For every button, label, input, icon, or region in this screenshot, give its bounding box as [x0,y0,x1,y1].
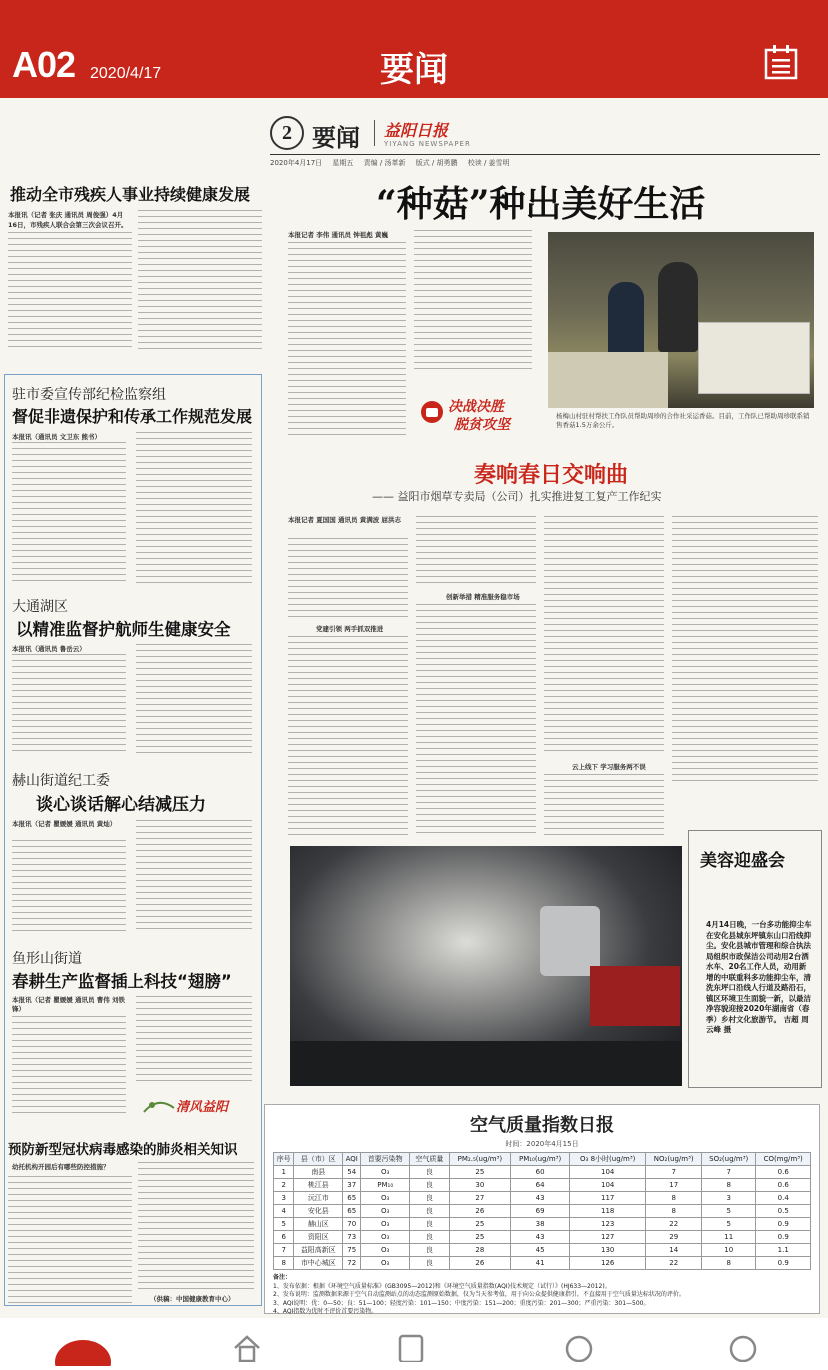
aqi-cell: 54 [343,1166,361,1179]
yushan-kicker: 鱼形山街道 [12,951,82,967]
heshan-body-2 [136,820,252,934]
covid-body-1 [8,1176,132,1304]
aqi-cell: 37 [343,1179,361,1192]
disabled-article-title: 推动全市残疾人事业持续健康发展 [10,185,251,204]
disabled-article-body [8,232,132,350]
yushan-body-2 [136,996,252,1086]
aqi-cell: 10 [701,1244,755,1257]
aqi-cell: 6 [274,1231,294,1244]
aqi-cell: 8 [274,1257,294,1270]
aqi-cell: 0.5 [756,1205,811,1218]
tobacco-body-7 [672,516,818,786]
datong-body-2 [136,644,252,754]
aqi-row [274,1257,811,1270]
aqi-cell: 0.9 [756,1218,811,1231]
aqi-cell: 0.9 [756,1257,811,1270]
masthead-meta [270,154,820,168]
aqi-cell: 5 [701,1205,755,1218]
fist-icon [420,400,444,424]
aqi-cell: O₃ [361,1166,410,1179]
aqi-cell: 0.9 [756,1231,811,1244]
aqi-cell: O₃ [361,1257,410,1270]
aqi-cell: 104 [569,1179,646,1192]
datong-title: 以精准监督护航师生健康安全 [16,620,231,639]
aqi-cell: 11 [701,1231,755,1244]
aqi-cell: O₃ [361,1244,410,1257]
aqi-cell: 1 [274,1166,294,1179]
aqi-cell: PM₁₀ [361,1179,410,1192]
aqi-header-cell: 序号 [274,1153,294,1166]
app-logo-icon[interactable] [54,1332,112,1362]
discipline-body-2 [136,432,252,584]
aqi-cell: 65 [343,1192,361,1205]
tobacco-byline: 本报记者 夏国国 通讯员 黄满波 屈洪志 [288,516,402,524]
aqi-cell: 0.4 [756,1192,811,1205]
aqi-row [274,1166,811,1179]
aqi-cell: 5 [701,1218,755,1231]
aqi-cell: 22 [646,1257,702,1270]
section-title: 要闻 [380,50,448,90]
aqi-header-cell: 首要污染物 [361,1153,410,1166]
aqi-cell: 8 [701,1179,755,1192]
aqi-cell: 8 [701,1257,755,1270]
meta-editor: 责编 / 汤革新 [363,159,406,167]
aqi-cell: 43 [511,1192,570,1205]
aqi-header-cell: CO(mg/m³) [756,1153,811,1166]
aqi-cell: 75 [343,1244,361,1257]
aqi-header-cell: AQI [343,1153,361,1166]
yushan-byline: 本报讯（记者 瞿媛媛 通讯员 曹伟 刘铁锋） [12,996,126,1013]
aqi-row [274,1179,811,1192]
aqi-cell: O₃ [361,1218,410,1231]
tobacco-body-6 [544,774,664,838]
aqi-cell: 7 [274,1244,294,1257]
aqi-cell: 72 [343,1257,361,1270]
aqi-cell: 良 [410,1231,449,1244]
aqi-cell: 73 [343,1231,361,1244]
aqi-cell: 益阳高新区 [294,1244,343,1257]
tobacco-subheading-2: 创新举措 精准服务稳市场 [446,593,520,601]
tobacco-title: 奏响春日交响曲 [474,463,629,488]
aqi-cell: 安化县 [294,1205,343,1218]
heshan-kicker: 赫山街道纪工委 [12,773,110,789]
aqi-cell: 60 [511,1166,570,1179]
aqi-cell: 38 [511,1218,570,1231]
home-icon[interactable] [232,1332,262,1362]
mushroom-title: “种菇”种出美好生活 [376,183,706,225]
aqi-cell: 市中心城区 [294,1257,343,1270]
aqi-cell: 25 [449,1218,511,1231]
discipline-byline: 本报讯（通讯员 文卫东 熊书） [12,433,102,441]
aqi-cell: 43 [511,1231,570,1244]
aqi-cell: 桃江县 [294,1179,343,1192]
aqi-header-cell: 县（市）区 [294,1153,343,1166]
aqi-cell: 0.6 [756,1179,811,1192]
aqi-row [274,1192,811,1205]
heshan-byline: 本报讯（记者 瞿媛媛 通讯员 黄灿） [12,820,117,828]
aqi-cell: 2 [274,1179,294,1192]
aqi-note-label: 备注： [273,1274,292,1281]
aqi-cell: 26 [449,1257,511,1270]
aqi-cell: 30 [449,1179,511,1192]
aqi-cell: 3 [701,1192,755,1205]
tobacco-subheading-1: 党建引领 两手抓双推进 [316,625,384,633]
aqi-note: 2、发布说明：监测数据来源于空气自动监测站点的动态监测原始数据，仅为当天参考值，用于向公众提供健康指引，不直接用于空气质量达标状况的评价。 [273,1291,685,1298]
issue-date: 2020/4/17 [90,65,162,82]
aqi-header-cell: NO₂(ug/m³) [646,1153,702,1166]
aqi-header-cell: SO₂(ug/m³) [701,1153,755,1166]
aqi-cell: 8 [646,1192,702,1205]
aqi-cell: 良 [410,1179,449,1192]
aqi-cell: 良 [410,1218,449,1231]
meta-layout: 版式 / 胡勇鹏 [415,159,458,167]
aqi-cell: 130 [569,1244,646,1257]
aqi-cell: 0.6 [756,1166,811,1179]
datong-byline: 本报讯（通讯员 鲁岳云） [12,645,86,653]
aqi-cell: 4 [274,1205,294,1218]
aqi-note: 1、发布依据：根据《环境空气质量标准》(GB3095—2012)和《环境空气质量指数(AQI)技术规定（试行）》(HJ633—2012)。 [273,1282,611,1290]
aqi-cell: 64 [511,1179,570,1192]
aqi-cell: 赫山区 [294,1218,343,1231]
list-icon[interactable] [764,44,798,80]
aqi-title: 空气质量指数日报 [470,1115,614,1136]
paper-logo-en: YIYANG NEWSPAPER [384,140,471,148]
tobacco-subheading-3: 云上线下 学习服务两不误 [572,763,646,771]
aqi-cell: 118 [569,1205,646,1218]
aqi-cell: 良 [410,1257,449,1270]
aqi-cell: O₃ [361,1205,410,1218]
meta-proof: 校读 / 姜雪明 [467,159,510,167]
aqi-header-cell: O₃ 8小时(ug/m³) [569,1153,646,1166]
covid-body-2 [138,1162,254,1290]
aqi-cell: 27 [449,1192,511,1205]
datong-kicker: 大通湖区 [12,599,68,615]
aqi-cell: 7 [646,1166,702,1179]
aqi-cell: 104 [569,1166,646,1179]
discipline-body-1 [12,442,126,584]
document-icon[interactable] [396,1332,426,1362]
aqi-cell: 良 [410,1205,449,1218]
aqi-cell: O₃ [361,1192,410,1205]
aqi-cell: 65 [343,1205,361,1218]
covid-title: 预防新型冠状病毒感染的肺炎相关知识 [8,1142,238,1158]
heshan-title: 谈心谈话解心结减压力 [36,795,206,815]
covid-question: 幼托机构开园后有哪些防控措施？ [12,1163,110,1171]
paper-logo: 益阳日报 [384,121,449,140]
mushroom-body-2 [414,230,532,370]
aqi-cell: 127 [569,1231,646,1244]
meta-weekday: 星期五 [332,159,354,167]
tobacco-body-2 [288,636,408,838]
aqi-cell: 45 [511,1244,570,1257]
aqi-cell: 17 [646,1179,702,1192]
aqi-header-row [274,1153,811,1166]
dust-truck-photo [290,846,682,1086]
aqi-cell: 14 [646,1244,702,1257]
badge-line2: 脱贫攻坚 [454,417,510,433]
aqi-cell: 沅江市 [294,1192,343,1205]
help-icon[interactable] [728,1332,758,1362]
aqi-cell: 良 [410,1166,449,1179]
mushroom-body-1 [288,242,406,438]
aqi-cell: 良 [410,1244,449,1257]
aqi-cell: 资阳区 [294,1231,343,1244]
aqi-cell: 1.1 [756,1244,811,1257]
tobacco-body-1 [288,538,408,618]
beauty-title: 美容迎盛会 [700,851,785,871]
aqi-cell: O₃ [361,1231,410,1244]
tobacco-subtitle: —— 益阳市烟草专卖局（公司）扎实推进复工复产工作纪实 [372,490,662,503]
aqi-cell: 28 [449,1244,511,1257]
aqi-time: 时间：2020年4月15日 [505,1140,579,1148]
aqi-table [273,1152,811,1270]
discipline-kicker: 驻市委宣传部纪检监察组 [12,387,166,403]
aqi-cell: 41 [511,1257,570,1270]
aqi-cell: 29 [646,1231,702,1244]
aqi-cell: 22 [646,1218,702,1231]
aqi-row [274,1205,811,1218]
aqi-cell: 70 [343,1218,361,1231]
tobacco-body-3 [416,516,536,586]
aqi-row [274,1231,811,1244]
aqi-cell: 25 [449,1166,511,1179]
aqi-note: 3、AQI说明：优：0—50；良：51—100；轻度污染：101—150；中度污染：151—200；重度污染：201—300；严重污染：301—500。 [273,1299,650,1307]
mushroom-photo-caption: 杨梅山村驻村帮扶工作队员帮助周珍的合作社采运香菇。目前，工作队已帮助周珍联系销售香菇1.5万余公斤。 [556,412,810,429]
aqi-cell: 3 [274,1192,294,1205]
aqi-cell: 8 [646,1205,702,1218]
aqi-cell: 69 [511,1205,570,1218]
covid-source: （供稿：中国健康教育中心） [150,1295,235,1303]
datong-body-1 [12,654,126,754]
aqi-cell: 7 [701,1166,755,1179]
aqi-header-cell: PM₁₀(ug/m³) [511,1153,570,1166]
top-bar [0,0,828,98]
refresh-icon[interactable] [564,1332,594,1362]
masthead-divider [374,120,375,146]
meta-date: 2020年4月17日 [270,159,323,167]
aqi-cell: 良 [410,1192,449,1205]
qingfeng-logo-text: 清风益阳 [176,1100,229,1115]
mushroom-photo [548,232,814,408]
masthead-section: 要闻 [312,123,360,152]
aqi-row [274,1218,811,1231]
badge-line1: 决战决胜 [448,399,504,415]
aqi-cell: 126 [569,1257,646,1270]
tobacco-body-4 [416,604,536,838]
yushan-title: 春耕生产监督插上科技“翅膀” [12,972,232,991]
qingfeng-logo [140,1092,250,1118]
mushroom-byline: 本报记者 李伟 通讯员 钟祖彪 黄巍 [288,231,389,239]
poverty-badge [420,394,538,436]
aqi-header-cell: PM₂.₅(ug/m³) [449,1153,511,1166]
aqi-cell: 南县 [294,1166,343,1179]
beauty-caption: 4月14日晚，一台多功能抑尘车在安化县城东坪镇东山口沿线抑尘。安化县城市管理和综合执法局组织市政保洁公司动用2台洒水车、20名工作人员，动用新增的中联重科多功能抑尘车，清洗东坪口沿线人行道及路沿石，镇区环境卫生面貌一新，以最洁净容貌迎接2020年湖南省（春季）乡村文化旅游节。 吉超 周云峰 摄 [706,920,812,1034]
page-number: A02 [12,44,76,85]
bottom-nav [0,1318,828,1367]
tobacco-body-5 [544,516,664,756]
aqi-cell: 5 [274,1218,294,1231]
aqi-cell: 26 [449,1205,511,1218]
disabled-article-body-2 [138,210,262,350]
discipline-title: 督促非遗保护和传承工作规范发展 [12,407,253,426]
aqi-note: 4、AQI指数为优时不评价首要污染物。 [273,1308,378,1315]
heshan-body-1 [12,840,126,934]
aqi-cell: 25 [449,1231,511,1244]
aqi-report [264,1104,820,1314]
disabled-article-lead: 本报讯（记者 张庆 通讯员 周俊强）4月16日，市残疾人联合会第三次会议召开。 [8,211,128,229]
aqi-cell: 123 [569,1218,646,1231]
aqi-notes [273,1274,811,1317]
newspaper-page[interactable] [0,98,828,1318]
masthead-page-num: 2 [270,116,304,150]
aqi-header-cell: 空气质量 [410,1153,449,1166]
aqi-row [274,1244,811,1257]
masthead [270,116,820,152]
aqi-cell: 117 [569,1192,646,1205]
yushan-body-1 [12,1016,126,1118]
